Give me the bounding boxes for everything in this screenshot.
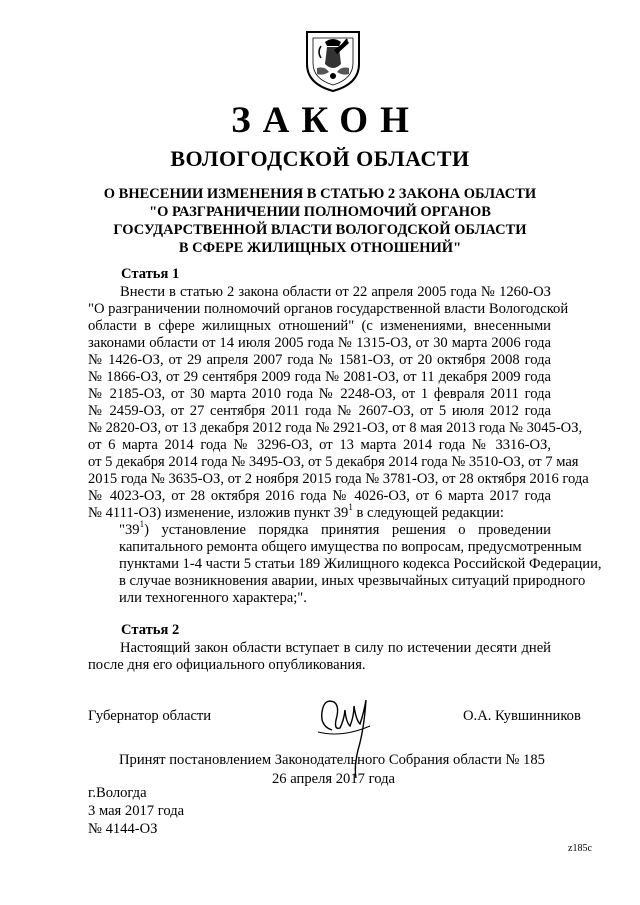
signatory-position: Губернатор области (88, 708, 212, 724)
article-1-line: от 6 марта 2014 года № 3296-ОЗ, от 13 марта 2014 года № 3316-ОЗ, (88, 437, 551, 453)
article-1-line: от 5 декабря 2014 года № 3495-ОЗ, от 5 декабря 2014 года № 3510-ОЗ, от 7 мая (88, 454, 579, 470)
superscript: 1 (139, 519, 145, 529)
article-2-line: Настоящий закон области вступает в силу по истечении десяти дней (120, 640, 551, 656)
quote-line (119, 519, 551, 539)
article-1-line-text: № 4111-ОЗ) изменение, изложив пункт 39 (88, 505, 349, 521)
subtitle-line: "О РАЗГРАНИЧЕНИИ ПОЛНОМОЧИЙ ОРГАНОВ (149, 204, 491, 220)
quote-line: пунктами 1-4 части 5 статьи 189 Жилищного кодекса Российской Федерации, (119, 556, 602, 572)
article-1-line (88, 502, 551, 522)
article-1-line: Внести в статью 2 закона области от 22 апреля 2005 года № 1260-ОЗ (120, 284, 551, 300)
coat-of-arms-emblem (303, 28, 363, 94)
article-1-line: законами области от 14 июля 2005 года № 1315-ОЗ, от 30 марта 2006 года (88, 335, 551, 351)
subtitle-line: В СФЕРЕ ЖИЛИЩНЫХ ОТНОШЕНИЙ" (178, 240, 462, 256)
article-1-line: области в сфере жилищных отношений" (с изменениями, внесенными (88, 318, 551, 334)
article-1-line: "О разграничении полномочий органов государственной власти Вологодской (88, 301, 569, 317)
quote-line: или техногенного характера;". (119, 590, 307, 606)
quote-line: капитального ремонта общего имущества по вопросам, предусмотренным (119, 539, 582, 555)
quote-text: ) установление порядка принятия решения о проведении (144, 522, 551, 538)
article-1-heading: Статья 1 (121, 266, 180, 282)
law-subtitle (90, 185, 550, 257)
article-1-line-text: в следующей редакции: (352, 505, 504, 521)
article-1-line: № 2459-ОЗ, от 27 сентября 2011 года № 2607-ОЗ, от 5 июля 2012 года (88, 403, 551, 419)
adoption-date: 26 апреля 2017 года (272, 771, 395, 787)
subtitle-line: ГОСУДАРСТВЕННОЙ ВЛАСТИ ВОЛОГОДСКОЙ ОБЛАСТИ (113, 222, 527, 238)
signatory-name: О.А. Кувшинников (463, 708, 581, 724)
adoption-text: Принят постановлением Законодательного Собрания области № 185 (119, 752, 545, 768)
article-1-line: № 4023-ОЗ, от 28 октября 2016 года № 4026-ОЗ, от 6 марта 2017 года (88, 488, 551, 504)
article-1-line: № 1426-ОЗ, от 29 апреля 2007 года № 1581-ОЗ, от 20 октября 2008 года (88, 352, 551, 368)
article-1-line: 2015 года № 3635-ОЗ, от 2 ноября 2015 года № 3781-ОЗ, от 28 октября 2016 года (88, 471, 589, 487)
signing-city: г.Вологда (88, 785, 147, 801)
article-2-line: после дня его официального опубликования. (88, 657, 366, 673)
article-2-heading: Статья 2 (121, 622, 180, 638)
document-type-title: ЗАКОН (231, 100, 421, 141)
document-code: z185c (568, 843, 592, 854)
article-1-line: № 1866-ОЗ, от 29 сентября 2009 года № 2081-ОЗ, от 11 декабря 2009 года (88, 369, 551, 385)
region-title: ВОЛОГОДСКОЙ ОБЛАСТИ (170, 146, 470, 171)
quote-line: в случае возникновения аварии, иных чрезвычайных ситуаций природного (119, 573, 586, 589)
signing-date: 3 мая 2017 года (88, 803, 185, 819)
article-1-line: № 2820-ОЗ, от 13 декабря 2012 года № 2921-ОЗ, от 8 мая 2013 года № 3045-ОЗ, (88, 420, 583, 436)
law-number: № 4144-ОЗ (88, 821, 158, 837)
subtitle-line: О ВНЕСЕНИИ ИЗМЕНЕНИЯ В СТАТЬЮ 2 ЗАКОНА ОБЛАСТИ (103, 186, 537, 202)
article-1-line: № 2185-ОЗ, от 30 марта 2010 года № 2248-ОЗ, от 1 февраля 2011 года (88, 386, 551, 402)
superscript: 1 (348, 502, 353, 512)
quote-text: "39 (119, 522, 140, 538)
